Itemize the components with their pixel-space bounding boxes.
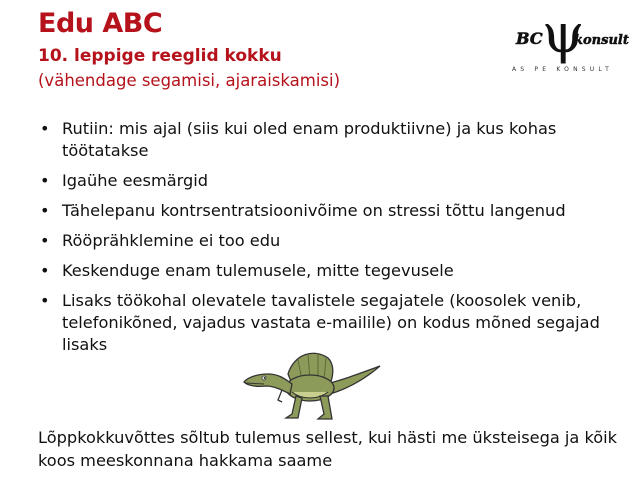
list-item — [40, 230, 620, 252]
dinosaur-illustration — [238, 344, 384, 424]
bullet-text: Keskenduge enam tulemusele, mitte tegevusele — [62, 261, 454, 280]
bullet-text: Tähelepanu kontrsentratsioonivõime on stressi tõttu langenud — [62, 201, 566, 220]
company-logo — [502, 2, 629, 66]
bullet-list — [40, 118, 620, 364]
bullet-text: Lisaks töökohal olevatele tavalistele segajatele (koosolek venib, telefonikõned, vajadus vastata e-mailile) on kodus mõned segajad lisaks — [62, 291, 600, 354]
list-item — [40, 260, 620, 282]
logo-text-left: BC — [516, 29, 543, 48]
list-item — [40, 170, 620, 192]
bullet-text: Igaühe eesmärgid — [62, 171, 209, 190]
list-item — [40, 118, 620, 162]
bullet-dot: • — [40, 291, 50, 310]
bullet-text: Rööprähklemine ei too edu — [62, 231, 281, 250]
list-item — [40, 200, 620, 222]
conclusion-text: Lõppkokkuvõttes sõltub tulemus sellest, kui hästi me üksteisega ja kõik koos meeskonnana hakkama saame — [38, 428, 618, 470]
bullet-dot: • — [40, 171, 50, 190]
bullet-text: Rutiin: mis ajal (siis kui oled enam produktiivne) ja kus kohas töötatakse — [62, 119, 557, 160]
bullet-dot: • — [40, 119, 50, 138]
slide-title: Edu ABC — [38, 8, 163, 39]
bullet-dot: • — [40, 261, 50, 280]
logo-tagline: AS PE KONSULT — [512, 66, 613, 73]
slide-subtitle-note: (vähendage segamisi, ajaraiskamisi) — [38, 71, 341, 90]
slide-subtitle: 10. leppige reeglid kokku — [38, 46, 282, 66]
logo-text-right: konsult — [574, 33, 629, 48]
bullet-dot: • — [40, 231, 50, 250]
logo-psi-icon: ψ — [542, 2, 585, 65]
bullet-dot: • — [40, 201, 50, 220]
